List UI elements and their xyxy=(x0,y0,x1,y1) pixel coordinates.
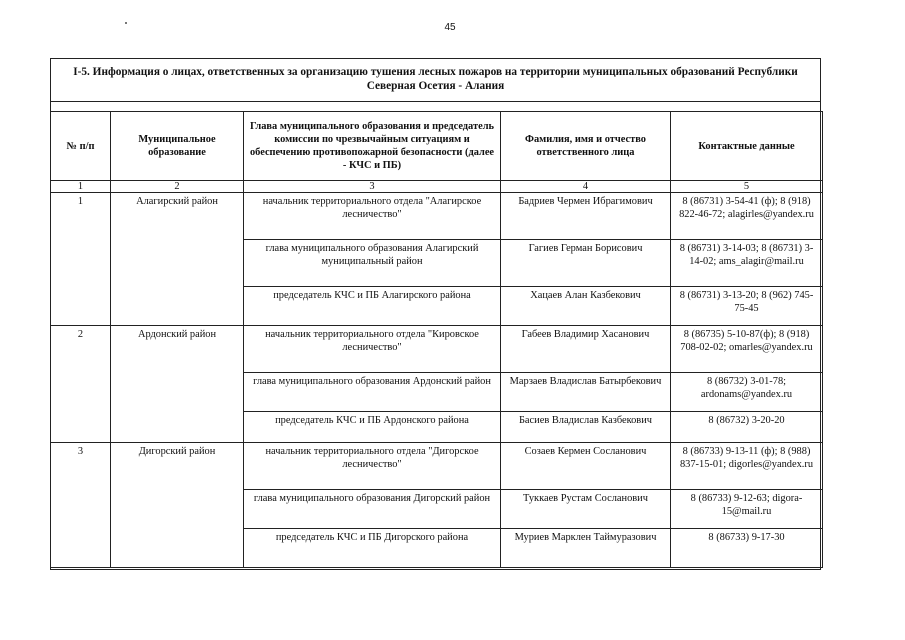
header-num: № п/п xyxy=(51,112,111,181)
header-contact: Контактные данные xyxy=(671,112,823,181)
column-number-row xyxy=(51,181,823,193)
header-role: Глава муниципального образования и председатель комиссии по чрезвычайным ситуациям и обеспечению противопожарной безопасности (далее - КЧС и ПБ) xyxy=(244,112,501,181)
person-cell: Муриев Марклен Таймуразович xyxy=(501,529,671,568)
page-number: 45 xyxy=(444,22,456,33)
table-row xyxy=(51,193,823,240)
person-cell: Басиев Владислав Казбекович xyxy=(501,412,671,443)
row-number: 1 xyxy=(51,193,111,326)
row-number: 2 xyxy=(51,326,111,443)
contact-cell: 8 (86735) 5-10-87(ф); 8 (918) 708-02-02; omarles@yandex.ru xyxy=(671,326,823,373)
responsible-persons-table xyxy=(50,111,823,568)
role-cell: глава муниципального образования Дигорский район xyxy=(244,490,501,529)
district-name: Ардонский район xyxy=(111,326,244,443)
contact-cell: 8 (86732) 3-01-78; ardonams@yandex.ru xyxy=(671,373,823,412)
contact-cell: 8 (86731) 3-14-03; 8 (86731) 3-14-02; ams_alagir@mail.ru xyxy=(671,240,823,287)
person-cell: Гагиев Герман Борисович xyxy=(501,240,671,287)
role-cell: председатель КЧС и ПБ Ардонского района xyxy=(244,412,501,443)
district-name: Алагирский район xyxy=(111,193,244,326)
column-number: 2 xyxy=(111,181,244,193)
column-number: 5 xyxy=(671,181,823,193)
column-number: 3 xyxy=(244,181,501,193)
contact-cell: 8 (86733) 9-12-63; digora-15@mail.ru xyxy=(671,490,823,529)
role-cell: глава муниципального образования Ардонский район xyxy=(244,373,501,412)
contact-cell: 8 (86731) 3-13-20; 8 (962) 745-75-45 xyxy=(671,287,823,326)
contact-cell: 8 (86733) 9-17-30 xyxy=(671,529,823,568)
contact-cell: 8 (86731) 3-54-41 (ф); 8 (918) 822-46-72; alagirles@yandex.ru xyxy=(671,193,823,240)
table-row xyxy=(51,443,823,490)
role-cell: глава муниципального образования Алагирский муниципальный район xyxy=(244,240,501,287)
person-cell: Хацаев Алан Казбекович xyxy=(501,287,671,326)
person-cell: Бадриев Чермен Ибрагимович xyxy=(501,193,671,240)
role-cell: начальник территориального отдела "Дигорское лесничество" xyxy=(244,443,501,490)
title-divider xyxy=(51,101,820,102)
column-number: 1 xyxy=(51,181,111,193)
person-cell: Созаев Кермен Сосланович xyxy=(501,443,671,490)
table-row xyxy=(51,326,823,373)
scan-speck xyxy=(125,22,127,24)
role-cell: председатель КЧС и ПБ Алагирского района xyxy=(244,287,501,326)
header-row xyxy=(51,112,823,181)
person-cell: Марзаев Владислав Батырбекович xyxy=(501,373,671,412)
contact-cell: 8 (86733) 9-13-11 (ф); 8 (988) 837-15-01; digorles@yandex.ru xyxy=(671,443,823,490)
contact-cell: 8 (86732) 3-20-20 xyxy=(671,412,823,443)
document-frame xyxy=(50,58,821,570)
header-person: Фамилия, имя и отчество ответственного лица xyxy=(501,112,671,181)
column-number: 4 xyxy=(501,181,671,193)
header-municipality: Муниципальное образование xyxy=(111,112,244,181)
person-cell: Габеев Владимир Хасанович xyxy=(501,326,671,373)
role-cell: председатель КЧС и ПБ Дигорского района xyxy=(244,529,501,568)
row-number: 3 xyxy=(51,443,111,568)
table-title: I-5. Информация о лицах, ответственных за организацию тушения лесных пожаров на территории муниципальных образований Республики Северная Осетия - Алания xyxy=(73,66,798,92)
role-cell: начальник территориального отдела "Алагирское лесничество" xyxy=(244,193,501,240)
role-cell: начальник территориального отдела "Кировское лесничество" xyxy=(244,326,501,373)
person-cell: Туккаев Рустам Сосланович xyxy=(501,490,671,529)
district-name: Дигорский район xyxy=(111,443,244,568)
